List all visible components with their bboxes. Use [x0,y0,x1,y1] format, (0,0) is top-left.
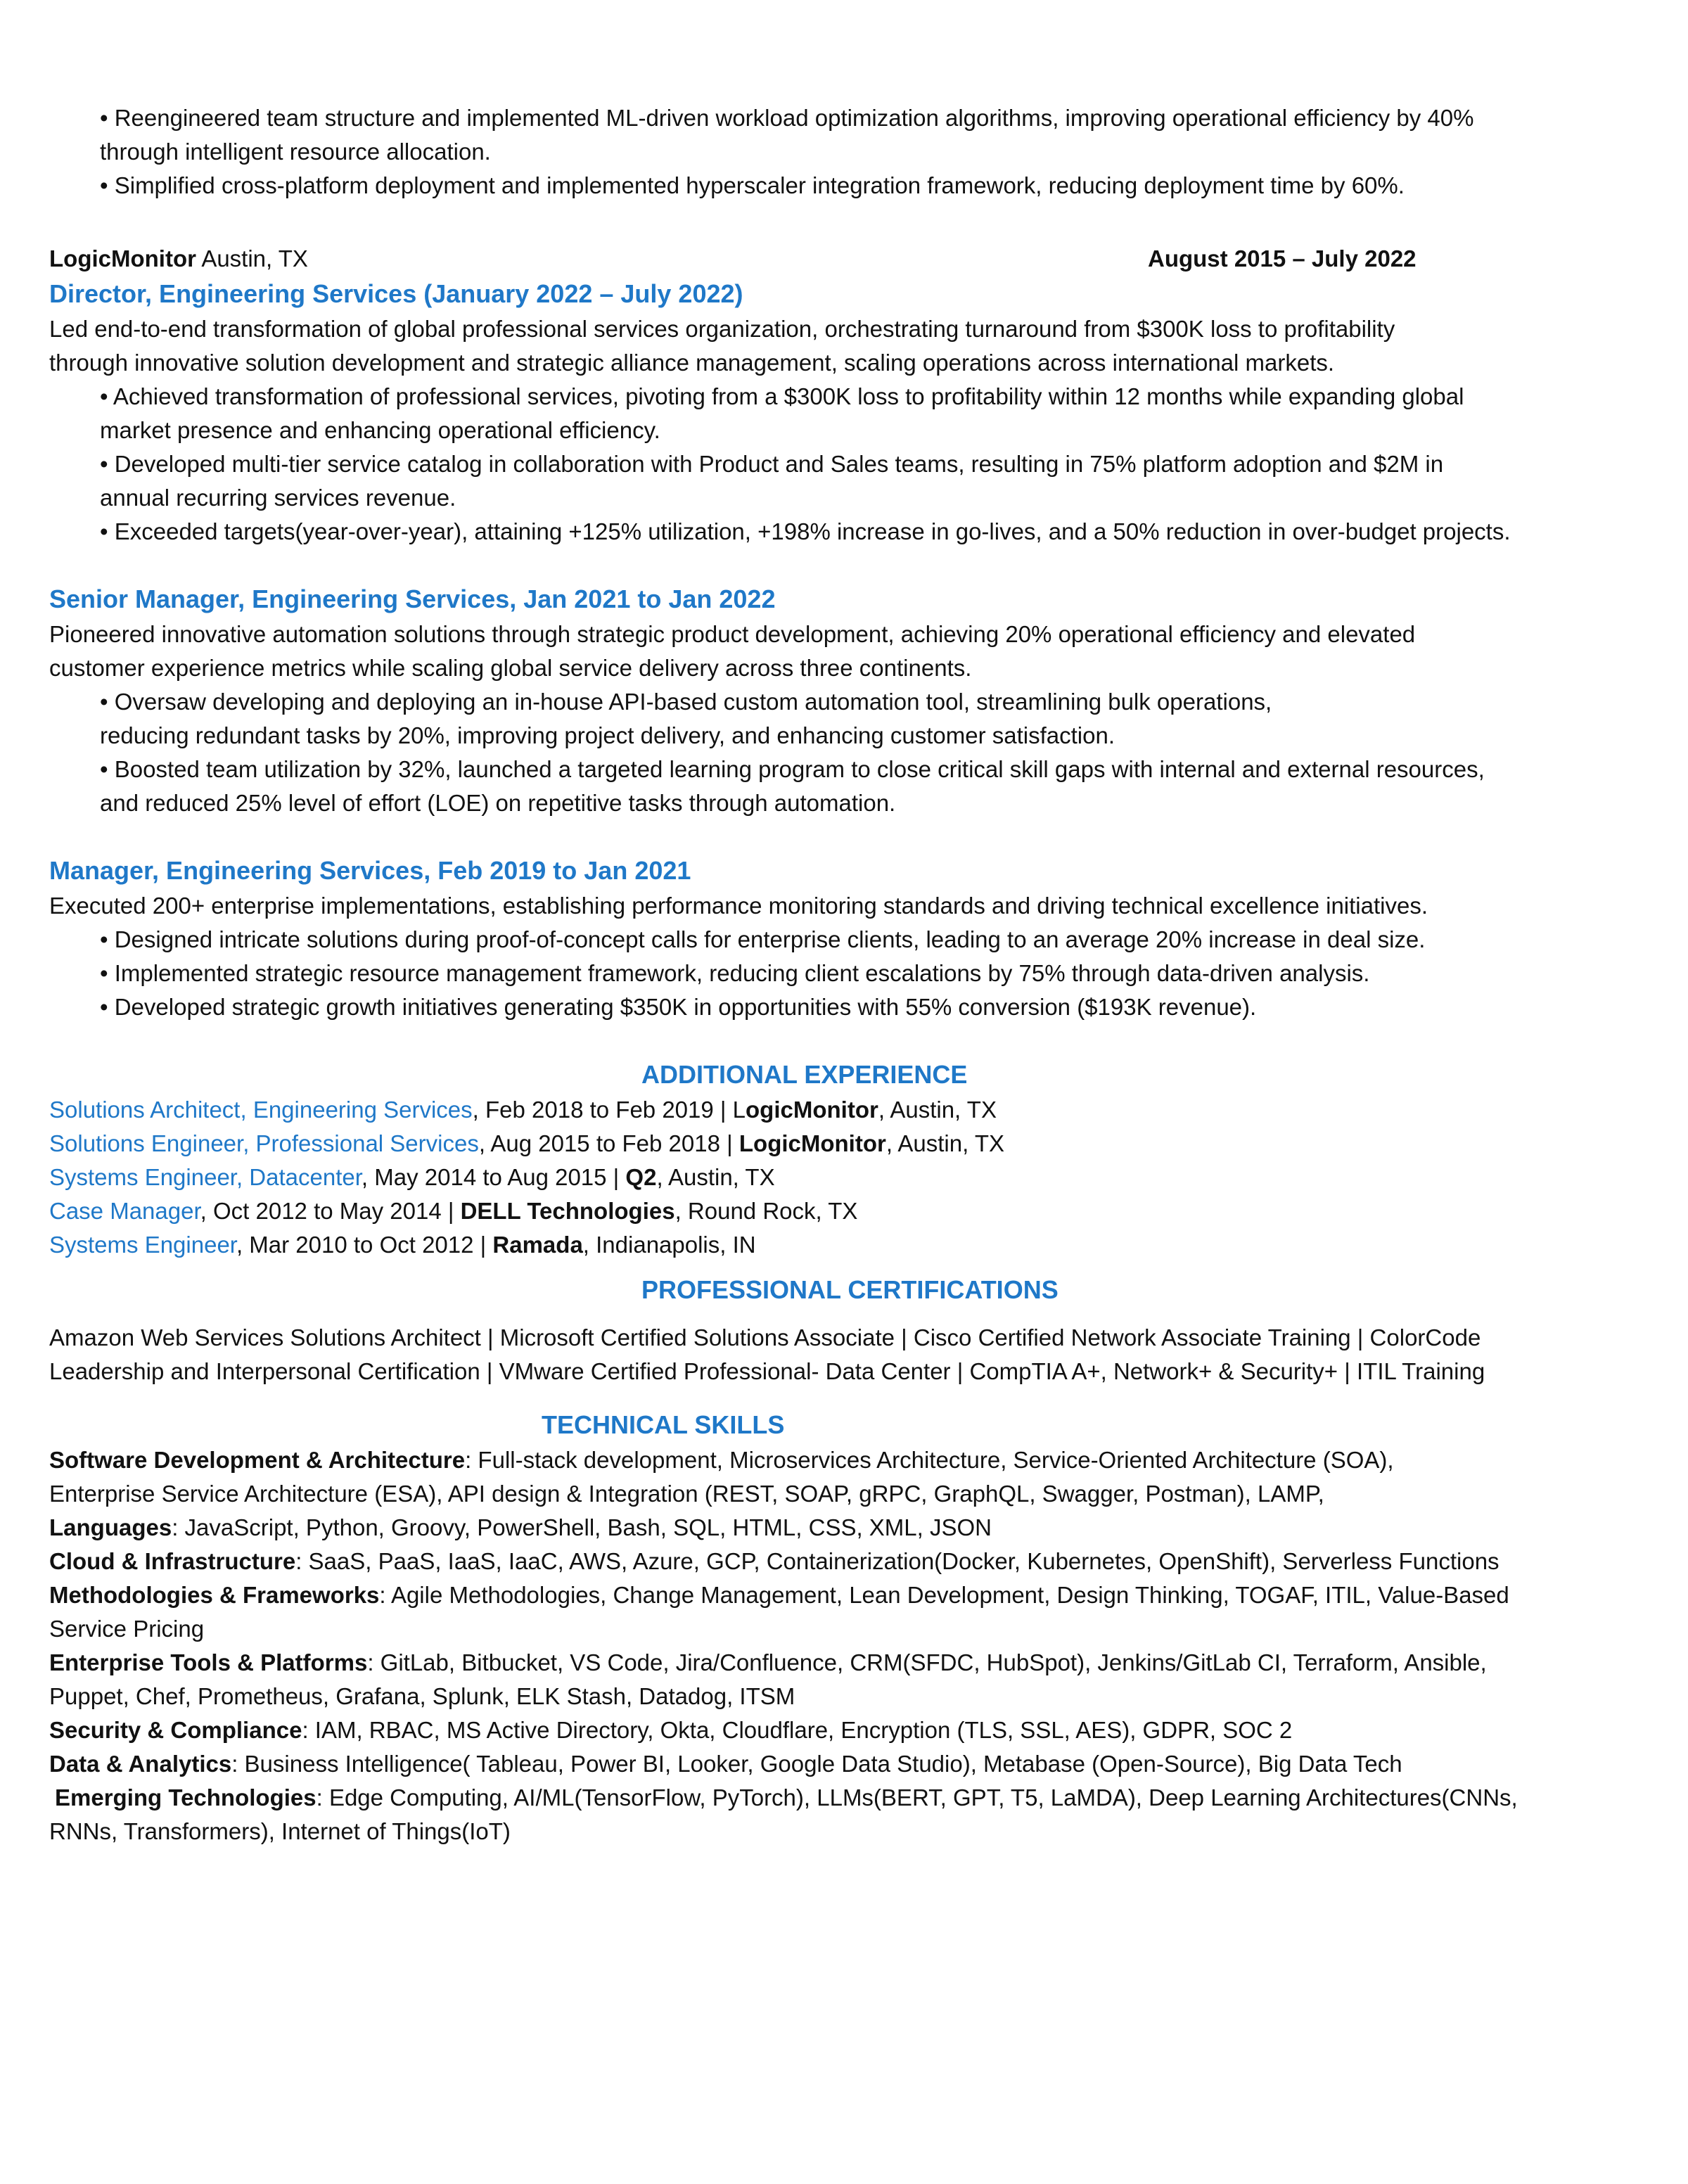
experience-role: Systems Engineer, Datacenter [49,1164,362,1190]
section-heading-additional-experience: ADDITIONAL EXPERIENCE [641,1060,968,1089]
skill-row [49,1443,1646,1477]
experience-company-prefix: L [732,1097,746,1123]
experience-dates: , Feb 2018 to Feb 2019 | [472,1097,733,1123]
skill-row [49,1578,1646,1612]
bullet-item: • Reengineered team structure and implemented ML-driven workload optimization algorithms, improving operational efficiency by 40% [100,105,1474,131]
skill-row [49,1511,1646,1545]
experience-company: ogicMonitor [746,1097,878,1123]
company-location: Austin, TX [196,245,308,272]
additional-experience-item [49,1228,1646,1262]
experience-location: , Round Rock, TX [674,1198,858,1224]
bullet-item: • Designed intricate solutions during proof-of-concept calls for enterprise clients, leading to an average 20% increase in deal size. [100,926,1426,952]
role-summary: Executed 200+ enterprise implementations, establishing performance monitoring standards and driving technical excellence initiatives. [49,893,1428,919]
bullet-item: • Developed multi-tier service catalog in collaboration with Product and Sales teams, resulting in 75% platform adoption and $2M in [100,451,1444,477]
skill-row-continued: Service Pricing [49,1616,205,1642]
experience-dates: , Mar 2010 to Oct 2012 | [236,1232,493,1258]
skill-text: : Business Intelligence( Tableau, Power BI, Looker, Google Data Studio), Metabase (Open-Source), Big Data Tech [231,1751,1402,1777]
bullet-item: reducing redundant tasks by 20%, improving project delivery, and enhancing customer satisfaction. [100,722,1115,748]
skill-text: : Full-stack development, Microservices Architecture, Service-Oriented Architecture (SOA), [465,1447,1394,1473]
company-header [49,242,1646,276]
experience-dates: , May 2014 to Aug 2015 | [361,1164,626,1190]
experience-location: , Austin, TX [878,1097,997,1123]
skill-row [49,1646,1646,1680]
skill-text: : SaaS, PaaS, IaaS, IaaC, AWS, Azure, GCP, Containerization(Docker, Kubernetes, OpenShift), Serverless Functions [295,1548,1500,1574]
bullet-item: through intelligent resource allocation. [100,139,491,165]
role-title-senior-manager: Senior Manager, Engineering Services, Jan 2021 to Jan 2022 [49,585,776,613]
skill-label: Enterprise Tools & Platforms [49,1649,368,1675]
skill-row [49,1713,1646,1747]
employment-dates: August 2015 – July 2022 [1148,245,1417,272]
skill-row [49,1747,1646,1781]
bullet-item: • Boosted team utilization by 32%, launched a targeted learning program to close critical skill gaps with internal and external resources, [100,756,1485,782]
additional-experience-item [49,1161,1646,1194]
additional-experience-item [49,1093,1646,1127]
bullet-item: annual recurring services revenue. [100,485,456,511]
bullet-item: • Implemented strategic resource management framework, reducing client escalations by 75% through data-driven analysis. [100,960,1370,986]
bullet-item: • Exceeded targets(year-over-year), attaining +125% utilization, +198% increase in go-lives, and a 50% reduction in over-budget projects. [100,518,1511,544]
bullet-item: • Developed strategic growth initiatives generating $350K in opportunities with 55% conversion ($193K revenue). [100,994,1257,1020]
bullet-item: • Simplified cross-platform deployment and implemented hyperscaler integration framework, reducing deployment time by 60%. [100,172,1405,198]
skill-text: : Agile Methodologies, Change Management, Lean Development, Design Thinking, TOGAF, ITIL, Value-Based [379,1582,1509,1608]
bullet-item: market presence and enhancing operational efficiency. [100,417,660,443]
experience-location: , Austin, TX [885,1130,1004,1156]
experience-role: Solutions Architect, Engineering Services [49,1097,473,1123]
experience-company: Ramada [492,1232,583,1258]
skill-label: Software Development & Architecture [49,1447,466,1473]
additional-experience-item [49,1194,1646,1228]
skill-row [49,1545,1646,1578]
skill-label: Methodologies & Frameworks [49,1582,380,1608]
resume-page [49,101,1646,1848]
skill-label: Emerging Technologies [55,1784,316,1811]
skill-text: : Edge Computing, AI/ML(TensorFlow, PyTorch), LLMs(BERT, GPT, T5, LaMDA), Deep Learning Architectures(CNNs, [316,1784,1518,1811]
skill-text: : JavaScript, Python, Groovy, PowerShell, Bash, SQL, HTML, CSS, XML, JSON [172,1514,992,1540]
section-heading-technical-skills: TECHNICAL SKILLS [542,1410,785,1439]
role-title-director: Director, Engineering Services (January 2022 – July 2022) [49,279,743,308]
experience-location: , Austin, TX [656,1164,775,1190]
skill-row [49,1781,1646,1815]
experience-role: Systems Engineer [49,1232,236,1258]
skill-row-continued: RNNs, Transformers), Internet of Things(IoT) [49,1818,511,1844]
experience-dates: , Oct 2012 to May 2014 | [200,1198,461,1224]
skill-label: Cloud & Infrastructure [49,1548,296,1574]
top-bullets [49,101,1646,203]
experience-role: Solutions Engineer, Professional Services [49,1130,479,1156]
bullet-item: • Achieved transformation of professional services, pivoting from a $300K loss to profitability within 12 months while expanding global [100,383,1464,409]
certifications-line: Leadership and Interpersonal Certification | VMware Certified Professional- Data Center | CompTIA A+, Network+ & Security+ | ITIL Training [49,1358,1485,1384]
skill-row-continued: Puppet, Chef, Prometheus, Grafana, Splunk, ELK Stash, Datadog, ITSM [49,1683,795,1709]
skill-label: Security & Compliance [49,1717,302,1743]
skill-text: : IAM, RBAC, MS Active Directory, Okta, Cloudflare, Encryption (TLS, SSL, AES), GDPR, SOC 2 [302,1717,1293,1743]
bullet-item: • Oversaw developing and deploying an in-house API-based custom automation tool, streamlining bulk operations, [100,689,1272,715]
skill-text: : GitLab, Bitbucket, VS Code, Jira/Confluence, CRM(SFDC, HubSpot), Jenkins/GitLab CI, Terraform, Ansible, [367,1649,1487,1675]
skill-label: Languages [49,1514,172,1540]
experience-location: , Indianapolis, IN [582,1232,756,1258]
additional-experience-item [49,1127,1646,1161]
skill-label: Data & Analytics [49,1751,232,1777]
experience-company: Q2 [625,1164,657,1190]
certifications-line: Amazon Web Services Solutions Architect | Microsoft Certified Solutions Associate | Cisco Certified Network Associate Training | ColorCode [49,1324,1481,1350]
role-summary: Led end-to-end transformation of global professional services organization, orchestrating turnaround from $300K loss to profitability [49,316,1395,342]
experience-company: DELL Technologies [460,1198,675,1224]
role-summary: through innovative solution development and strategic alliance management, scaling operations across international markets. [49,350,1335,376]
role-summary: Pioneered innovative automation solutions through strategic product development, achieving 20% operational efficiency and elevated [49,621,1416,647]
section-heading-certifications: PROFESSIONAL CERTIFICATIONS [641,1275,1059,1304]
company-name: LogicMonitor [49,245,196,272]
role-summary: customer experience metrics while scaling global service delivery across three continents. [49,655,972,681]
bullet-item: and reduced 25% level of effort (LOE) on repetitive tasks through automation. [100,790,896,816]
role-title-manager: Manager, Engineering Services, Feb 2019 to Jan 2021 [49,856,691,885]
experience-dates: , Aug 2015 to Feb 2018 | [478,1130,739,1156]
experience-role: Case Manager [49,1198,200,1224]
experience-company: LogicMonitor [738,1130,886,1156]
skill-row-continued: Enterprise Service Architecture (ESA), API design & Integration (REST, SOAP, gRPC, GraphQL, Swagger, Postman), LAMP, [49,1481,1324,1507]
